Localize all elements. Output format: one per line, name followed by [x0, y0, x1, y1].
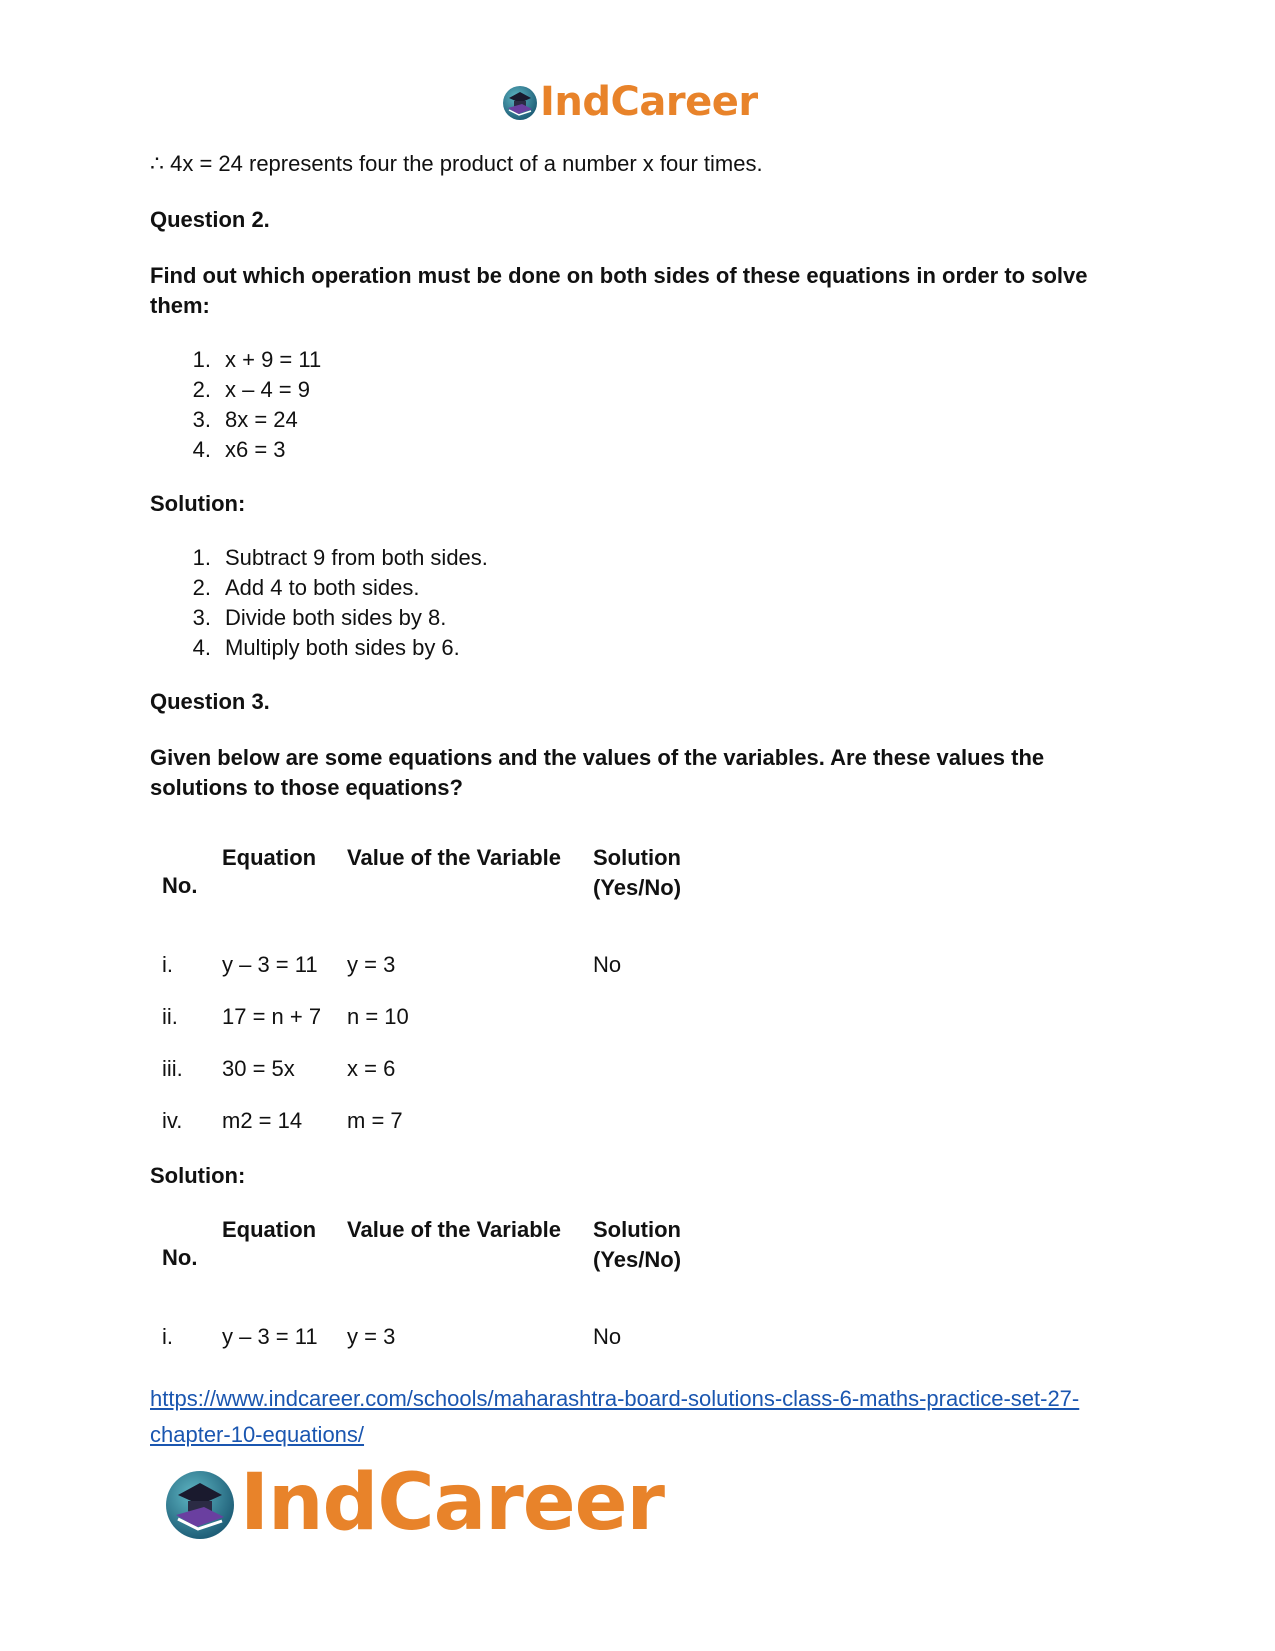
table-header-row [150, 1205, 725, 1311]
question-3-solution-heading: Solution: [150, 1163, 246, 1188]
table-header-row [150, 833, 725, 939]
question-3-prompt: Given below are some equations and the values of the variables. Are these values the solutions to those equations? [150, 745, 1045, 800]
question-2-solution-heading: Solution: [150, 491, 246, 516]
table-row: iii. 30 = 5x x = 6 [162, 1056, 396, 1081]
list-item: 2. Add 4 to both sides. [192, 575, 420, 600]
table-row: ii. 17 = n + 7 n = 10 [162, 1004, 409, 1029]
table-row: i. y – 3 = 11 y = 3 No [162, 1324, 622, 1349]
question-2-solution-list [150, 543, 1130, 663]
main-content [150, 145, 1130, 1453]
header-value: Value of the Variable [347, 1217, 561, 1242]
header-logo [500, 80, 758, 124]
question-3-heading: Question 3. [150, 689, 270, 714]
footer-url-link[interactable]: https://www.indcareer.com/schools/maharashtra-board-solutions-class-6-maths-practice-set-27-chapter-10-equations/ [150, 1386, 1080, 1447]
question-3-solution-table [150, 1205, 725, 1363]
question-2-prompt: Find out which operation must be done on both sides of these equations in order to solve them: [150, 263, 1088, 318]
brand-wordmark: IndCareer [240, 1458, 664, 1548]
header-solution: Solution (Yes/No) [593, 845, 682, 900]
header-no: No. [162, 873, 198, 898]
header-value: Value of the Variable [347, 845, 561, 870]
intro-line: ∴ 4x = 24 represents four the product of a number x four times. [150, 151, 763, 176]
list-item: 2. x – 4 = 9 [192, 377, 311, 402]
list-item: 4. Multiply both sides by 6. [192, 635, 460, 660]
list-item: 3. Divide both sides by 8. [192, 605, 447, 630]
question-3-table [150, 833, 725, 1147]
globe-cap-icon [500, 82, 540, 122]
question-2-heading: Question 2. [150, 207, 270, 232]
list-item: 1. Subtract 9 from both sides. [192, 545, 488, 570]
header-no: No. [162, 1245, 198, 1270]
footer-logo [160, 1460, 664, 1546]
globe-cap-icon [160, 1463, 240, 1543]
list-item: 1. x + 9 = 11 [192, 347, 322, 372]
header-solution: Solution (Yes/No) [593, 1217, 682, 1272]
header-equation: Equation [222, 1217, 317, 1242]
question-2-list [150, 345, 1130, 465]
list-item: 4. x6 = 3 [192, 437, 286, 462]
header-equation: Equation [222, 845, 317, 870]
table-row: iv. m2 = 14 m = 7 [162, 1108, 403, 1133]
brand-wordmark: IndCareer [540, 79, 758, 125]
table-row: i. y – 3 = 11 y = 3 No [162, 952, 622, 977]
list-item: 3. 8x = 24 [192, 407, 298, 432]
